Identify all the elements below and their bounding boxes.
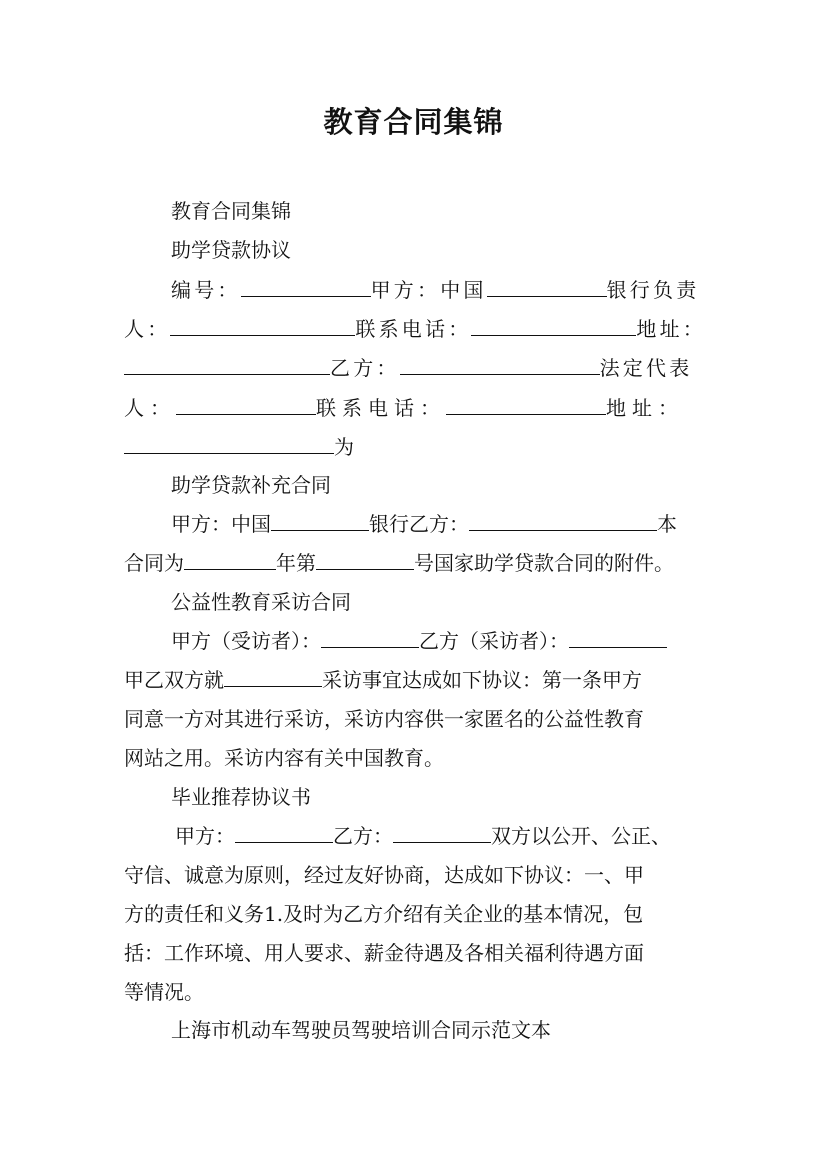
- blank-field: [176, 395, 316, 415]
- section-heading: 教育合同集锦: [171, 199, 291, 223]
- text-segment: 银行负责: [606, 278, 700, 302]
- paragraph-line: 同意一方对其进行采访，采访内容供一家匿名的公益性教育: [124, 707, 644, 731]
- blank-field: [184, 550, 276, 570]
- section-heading: 上海市机动车驾驶员驾驶培训合同示范文本: [171, 1018, 551, 1042]
- text-segment: 本: [657, 512, 677, 536]
- blank-field: [321, 628, 419, 648]
- text-segment: 甲方（受访者）：: [171, 629, 321, 653]
- paragraph-line: 方的责任和义务1.及时为乙方介绍有关企业的基本情况，包: [124, 902, 644, 926]
- text-segment: 法定代表: [599, 356, 693, 380]
- paragraph-line: [124, 316, 706, 342]
- section-heading: 毕业推荐协议书: [171, 785, 311, 809]
- text-segment: 编号：: [171, 278, 241, 302]
- paragraph-line: [124, 355, 692, 381]
- text-segment: 联系电话：: [316, 396, 446, 420]
- paragraph-line: [124, 395, 684, 421]
- paragraph-line: 括：工作环境、用人要求、薪金待遇及各相关福利待遇方面: [124, 941, 644, 965]
- blank-field: [170, 316, 355, 336]
- section-heading: 公益性教育采访合同: [171, 590, 351, 614]
- paragraph-line: [175, 823, 671, 849]
- text-segment: 联系电话：: [355, 317, 472, 341]
- text-segment: 甲方：: [175, 824, 235, 848]
- section-subheading: 助学贷款协议: [171, 238, 291, 262]
- text-segment: 地址：: [636, 317, 707, 341]
- document-title: 教育合同集锦: [323, 105, 504, 139]
- paragraph-line: [124, 434, 354, 460]
- blank-field: [124, 355, 330, 375]
- paragraph-line: [124, 550, 674, 576]
- text-segment: 乙方（采访者）：: [419, 629, 569, 653]
- text-segment: 为: [334, 435, 354, 459]
- text-segment: 合同为: [124, 551, 184, 575]
- text-segment: 甲方：中国: [171, 512, 271, 536]
- paragraph-line: 等情况。: [124, 980, 204, 1004]
- blank-field: [241, 277, 371, 297]
- paragraph-line: 网站之用。采访内容有关中国教育。: [124, 746, 444, 770]
- blank-field: [569, 628, 667, 648]
- blank-field: [446, 395, 606, 415]
- text-segment: 采访事宜达成如下协议：第一条甲方: [322, 668, 642, 692]
- paragraph-line: [171, 628, 667, 654]
- text-segment: 双方以公开、公正、: [491, 824, 671, 848]
- blank-field: [224, 667, 322, 687]
- paragraph-line: [171, 277, 699, 303]
- text-segment: 乙方：: [333, 824, 393, 848]
- text-segment: 乙方：: [330, 356, 400, 380]
- text-segment: 号国家助学贷款合同的附件。: [414, 551, 674, 575]
- paragraph-line: 守信、诚意为原则，经过友好协商，达成如下协议：一、甲: [124, 863, 644, 887]
- blank-field: [235, 823, 333, 843]
- blank-field: [471, 316, 636, 336]
- text-segment: 年第: [276, 551, 316, 575]
- text-segment: 人：: [124, 317, 171, 341]
- paragraph-line: [171, 511, 677, 537]
- text-segment: 甲乙双方就: [124, 668, 224, 692]
- blank-field: [469, 511, 657, 531]
- text-segment: 人：: [124, 396, 176, 420]
- text-segment: 地址：: [606, 396, 684, 420]
- paragraph-line: [124, 667, 642, 693]
- section-heading: 助学贷款补充合同: [171, 473, 331, 497]
- blank-field: [124, 434, 334, 454]
- text-segment: 甲方：中国: [370, 278, 487, 302]
- blank-field: [487, 277, 607, 297]
- blank-field: [400, 355, 600, 375]
- text-segment: 银行乙方：: [369, 512, 469, 536]
- blank-field: [393, 823, 491, 843]
- blank-field: [316, 550, 414, 570]
- blank-field: [271, 511, 369, 531]
